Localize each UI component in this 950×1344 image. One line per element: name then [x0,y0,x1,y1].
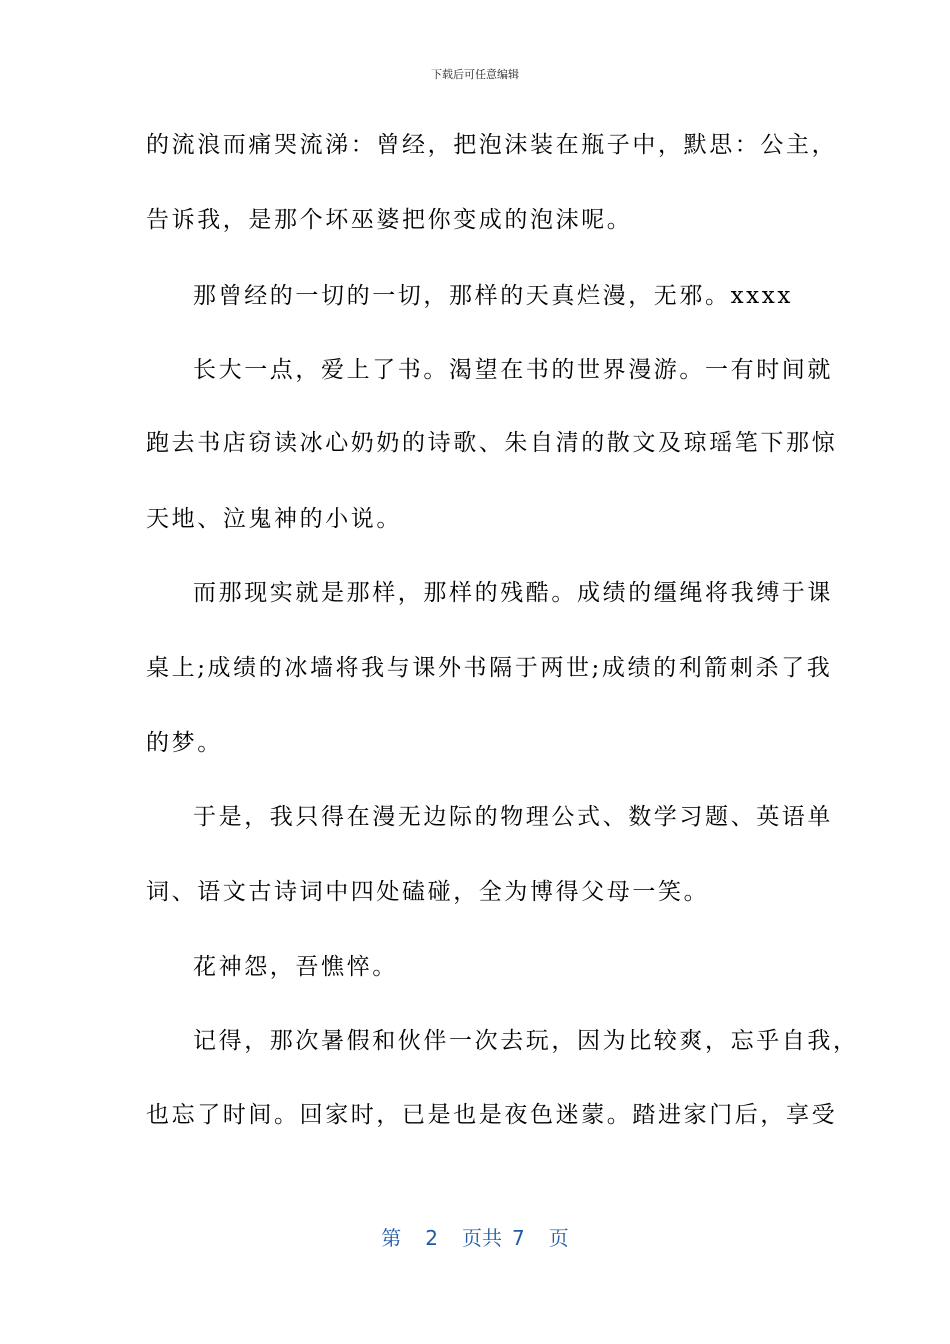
text-line: 花神怨，吾憔悴。 [193,954,398,980]
text-line: 长大一点，爱上了书。渴望在书的世界漫游。一有时间就 [193,357,833,383]
text-line: 桌上;成绩的冰墙将我与课外书隔于两世;成绩的利箭刺杀了我 [146,655,833,681]
text-line: 于是，我只得在漫无边际的物理公式、数学习题、英语单 [193,804,833,830]
footer-suffix: 页 [548,1226,569,1250]
text-line: 而那现实就是那样，那样的残酷。成绩的缰绳将我缚于课 [193,580,833,606]
text-line: 的流浪而痛哭流涕：曾经，把泡沫装在瓶子中，默思：公主， [146,132,838,158]
text-line: 的梦。 [146,730,223,756]
text-line: 跑去书店窃读冰心奶奶的诗歌、朱自清的散文及琼瑶笔下那惊 [146,430,838,456]
text-line: 告诉我，是那个坏巫婆把你变成的泡沫呢。 [146,207,633,233]
page-footer [0,1225,950,1251]
footer-total-pages: 7 [512,1226,525,1250]
text-line: 也忘了时间。回家时，已是也是夜色迷蒙。踏进家门后，享受 [146,1102,838,1128]
footer-middle: 页共 [462,1226,502,1250]
text-line: 词、语文古诗词中四处磕碰，全为博得父母一笑。 [146,879,710,905]
header-note: 下载后可任意编辑 [431,68,519,81]
text-line: 那曾经的一切的一切，那样的天真烂漫，无邪。xxxx [193,283,793,309]
footer-prefix: 第 [381,1226,402,1250]
text-line: 记得，那次暑假和伙伴一次去玩，因为比较爽，忘乎自我， [193,1028,859,1054]
footer-current-page: 2 [425,1226,438,1250]
text-line: 天地、泣鬼神的小说。 [146,506,402,532]
